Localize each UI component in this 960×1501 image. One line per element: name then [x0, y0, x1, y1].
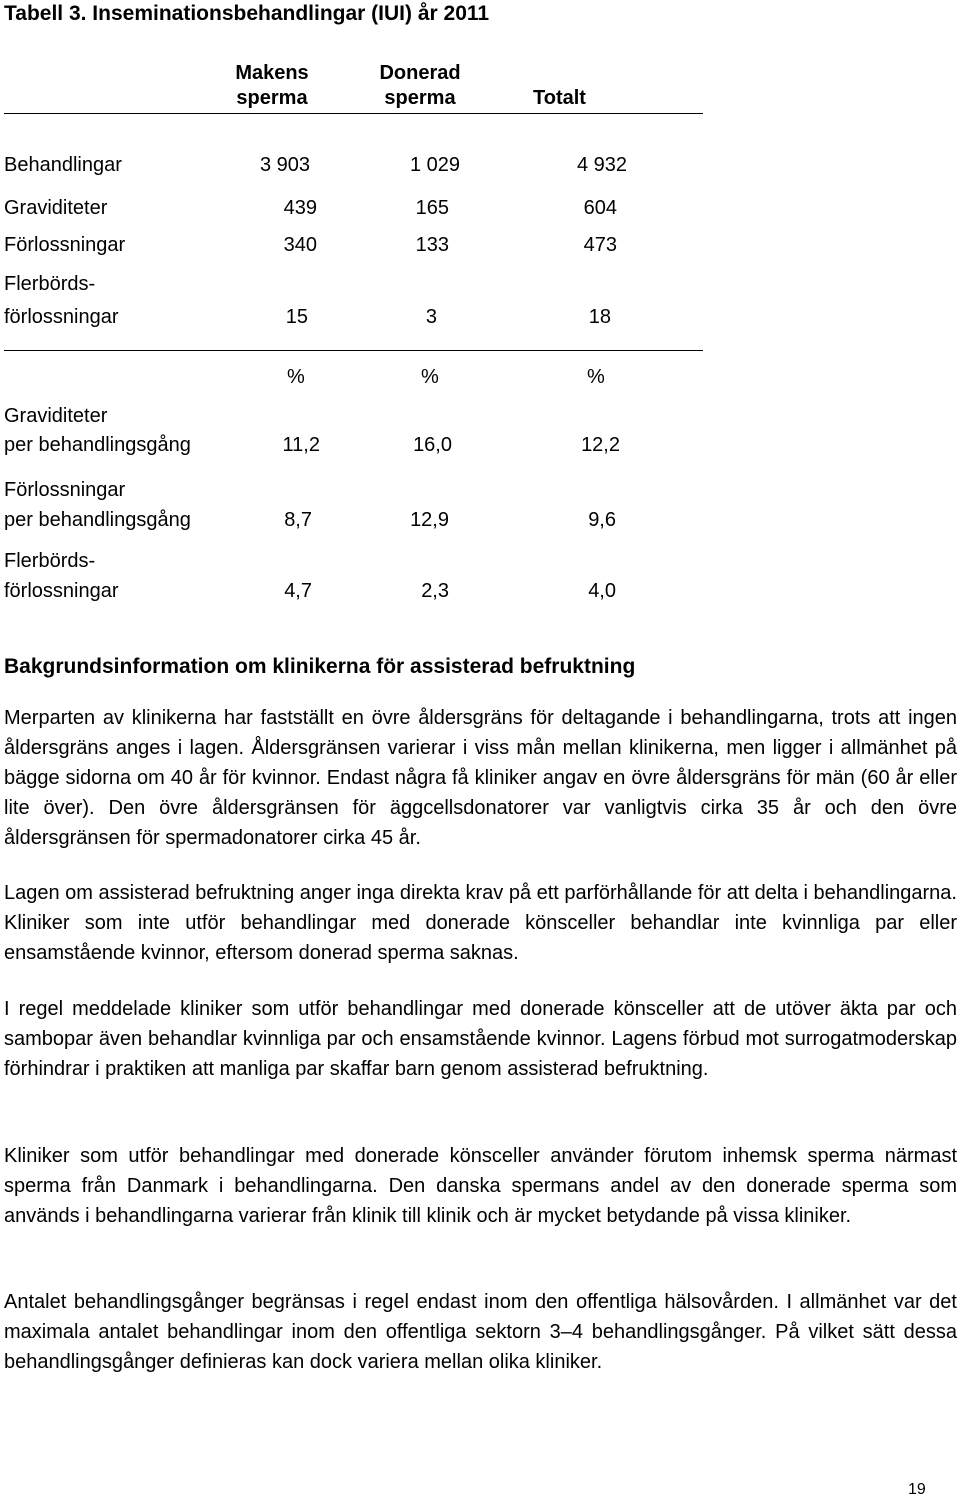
table-cell: 3 903 — [259, 154, 310, 176]
column-header-line: Makens — [235, 62, 309, 84]
row-label: förlossningar — [4, 306, 119, 328]
column-header-donerad-sperma — [364, 61, 476, 111]
row-label: Flerbörds- — [4, 550, 96, 572]
table-cell: 2,3 — [421, 580, 449, 602]
row-label: Behandlingar — [4, 154, 122, 176]
row-label: Förlossningar — [4, 479, 126, 501]
column-header-totalt: Totalt — [533, 87, 586, 109]
percent-header: % — [421, 366, 439, 388]
table-cell: 9,6 — [588, 509, 616, 531]
table-caption: Tabell 3. Inseminationsbehandlingar (IUI) år 2011 — [4, 2, 490, 25]
table-cell: 473 — [583, 234, 617, 256]
header-rule — [4, 113, 703, 114]
row-label: Graviditeter — [4, 197, 108, 219]
column-header-line: sperma — [236, 87, 308, 109]
page-number: 19 — [908, 1481, 926, 1498]
table-cell: 11,2 — [282, 434, 320, 456]
table-cell: 12,2 — [581, 434, 620, 456]
table-cell: 4 932 — [576, 154, 627, 176]
table-cell: 4,0 — [588, 580, 616, 602]
table-cell: 4,7 — [284, 580, 312, 602]
paragraph: I regel meddelade kliniker som utför behandlingar med donerade könsceller att de utöver äkta par och sambopar även behandlar kvinnliga par och ensamstående kvinnor. Lagens förbud mot surrogatmoderskap förhindrar i praktiken att manliga par skaffar barn genom assisterad befruktning. — [4, 998, 957, 1080]
row-label: förlossningar — [4, 580, 119, 602]
paragraph: Antalet behandlingsgånger begränsas i regel endast inom den offentliga hälsovården. I allmänhet var det maximala antalet behandlingar inom den offentliga sektorn 3–4 behandlingsgånger. På vilket sätt dessa behandlingsgånger definieras kan dock variera mellan olika kliniker. — [4, 1291, 957, 1373]
table-cell: 604 — [583, 197, 617, 219]
row-label: Förlossningar — [4, 234, 126, 256]
row-label: Flerbörds- — [4, 273, 96, 295]
column-header-line: sperma — [384, 87, 456, 109]
row-label: per behandlingsgång — [4, 434, 191, 456]
table-cell: 340 — [283, 234, 317, 256]
column-header-makens-sperma — [222, 61, 322, 111]
table-cell: 165 — [415, 197, 449, 219]
table-cell: 8,7 — [284, 509, 312, 531]
table-cell: 16,0 — [413, 434, 452, 456]
percent-header: % — [587, 366, 605, 388]
paragraph: Kliniker som utför behandlingar med donerade könsceller använder förutom inhemsk sperma närmast sperma från Danmark i behandlingarna. Den danska spermans andel av den donerade sperma som används i behandlingarna varierar från klinik till klinik och är mycket betydande på vissa kliniker. — [4, 1145, 957, 1227]
table-cell: 15 — [285, 306, 308, 328]
paragraph: Lagen om assisterad befruktning anger inga direkta krav på ett parförhållande för att delta i behandlingarna. Kliniker som inte utför behandlingar med donerade könsceller behandlar inte kvinnliga par eller ensamstående kvinnor, eftersom donerad sperma saknas. — [4, 882, 957, 964]
table-cell: 3 — [425, 306, 437, 328]
table-cell: 133 — [415, 234, 449, 256]
table-cell: 18 — [588, 306, 611, 328]
table-cell: 12,9 — [410, 509, 449, 531]
table-cell: 1 029 — [409, 154, 460, 176]
paragraph: Merparten av klinikerna har fastställt en övre åldersgräns för deltagande i behandlingarna, trots att ingen åldersgräns anges i lagen. Åldersgränsen varierar i viss mån mellan klinikerna, men ligger i allmänhet på bägge sidorna om 40 år för kvinnor. Endast några få kliniker angav en övre åldersgräns för män (60 år eller lite över). Den övre åldersgränsen för äggcellsdonatorer var vanligtvis cirka 35 år och den övre åldersgränsen för spermadonatorer cirka 45 år. — [4, 707, 957, 849]
row-label: Graviditeter — [4, 405, 108, 427]
section-heading: Bakgrundsinformation om klinikerna för assisterad befruktning — [4, 655, 636, 678]
percent-header: % — [287, 366, 305, 388]
row-label: per behandlingsgång — [4, 509, 191, 531]
column-header-line: Donerad — [379, 62, 461, 84]
table-cell: 439 — [283, 197, 317, 219]
section-rule — [4, 350, 703, 351]
